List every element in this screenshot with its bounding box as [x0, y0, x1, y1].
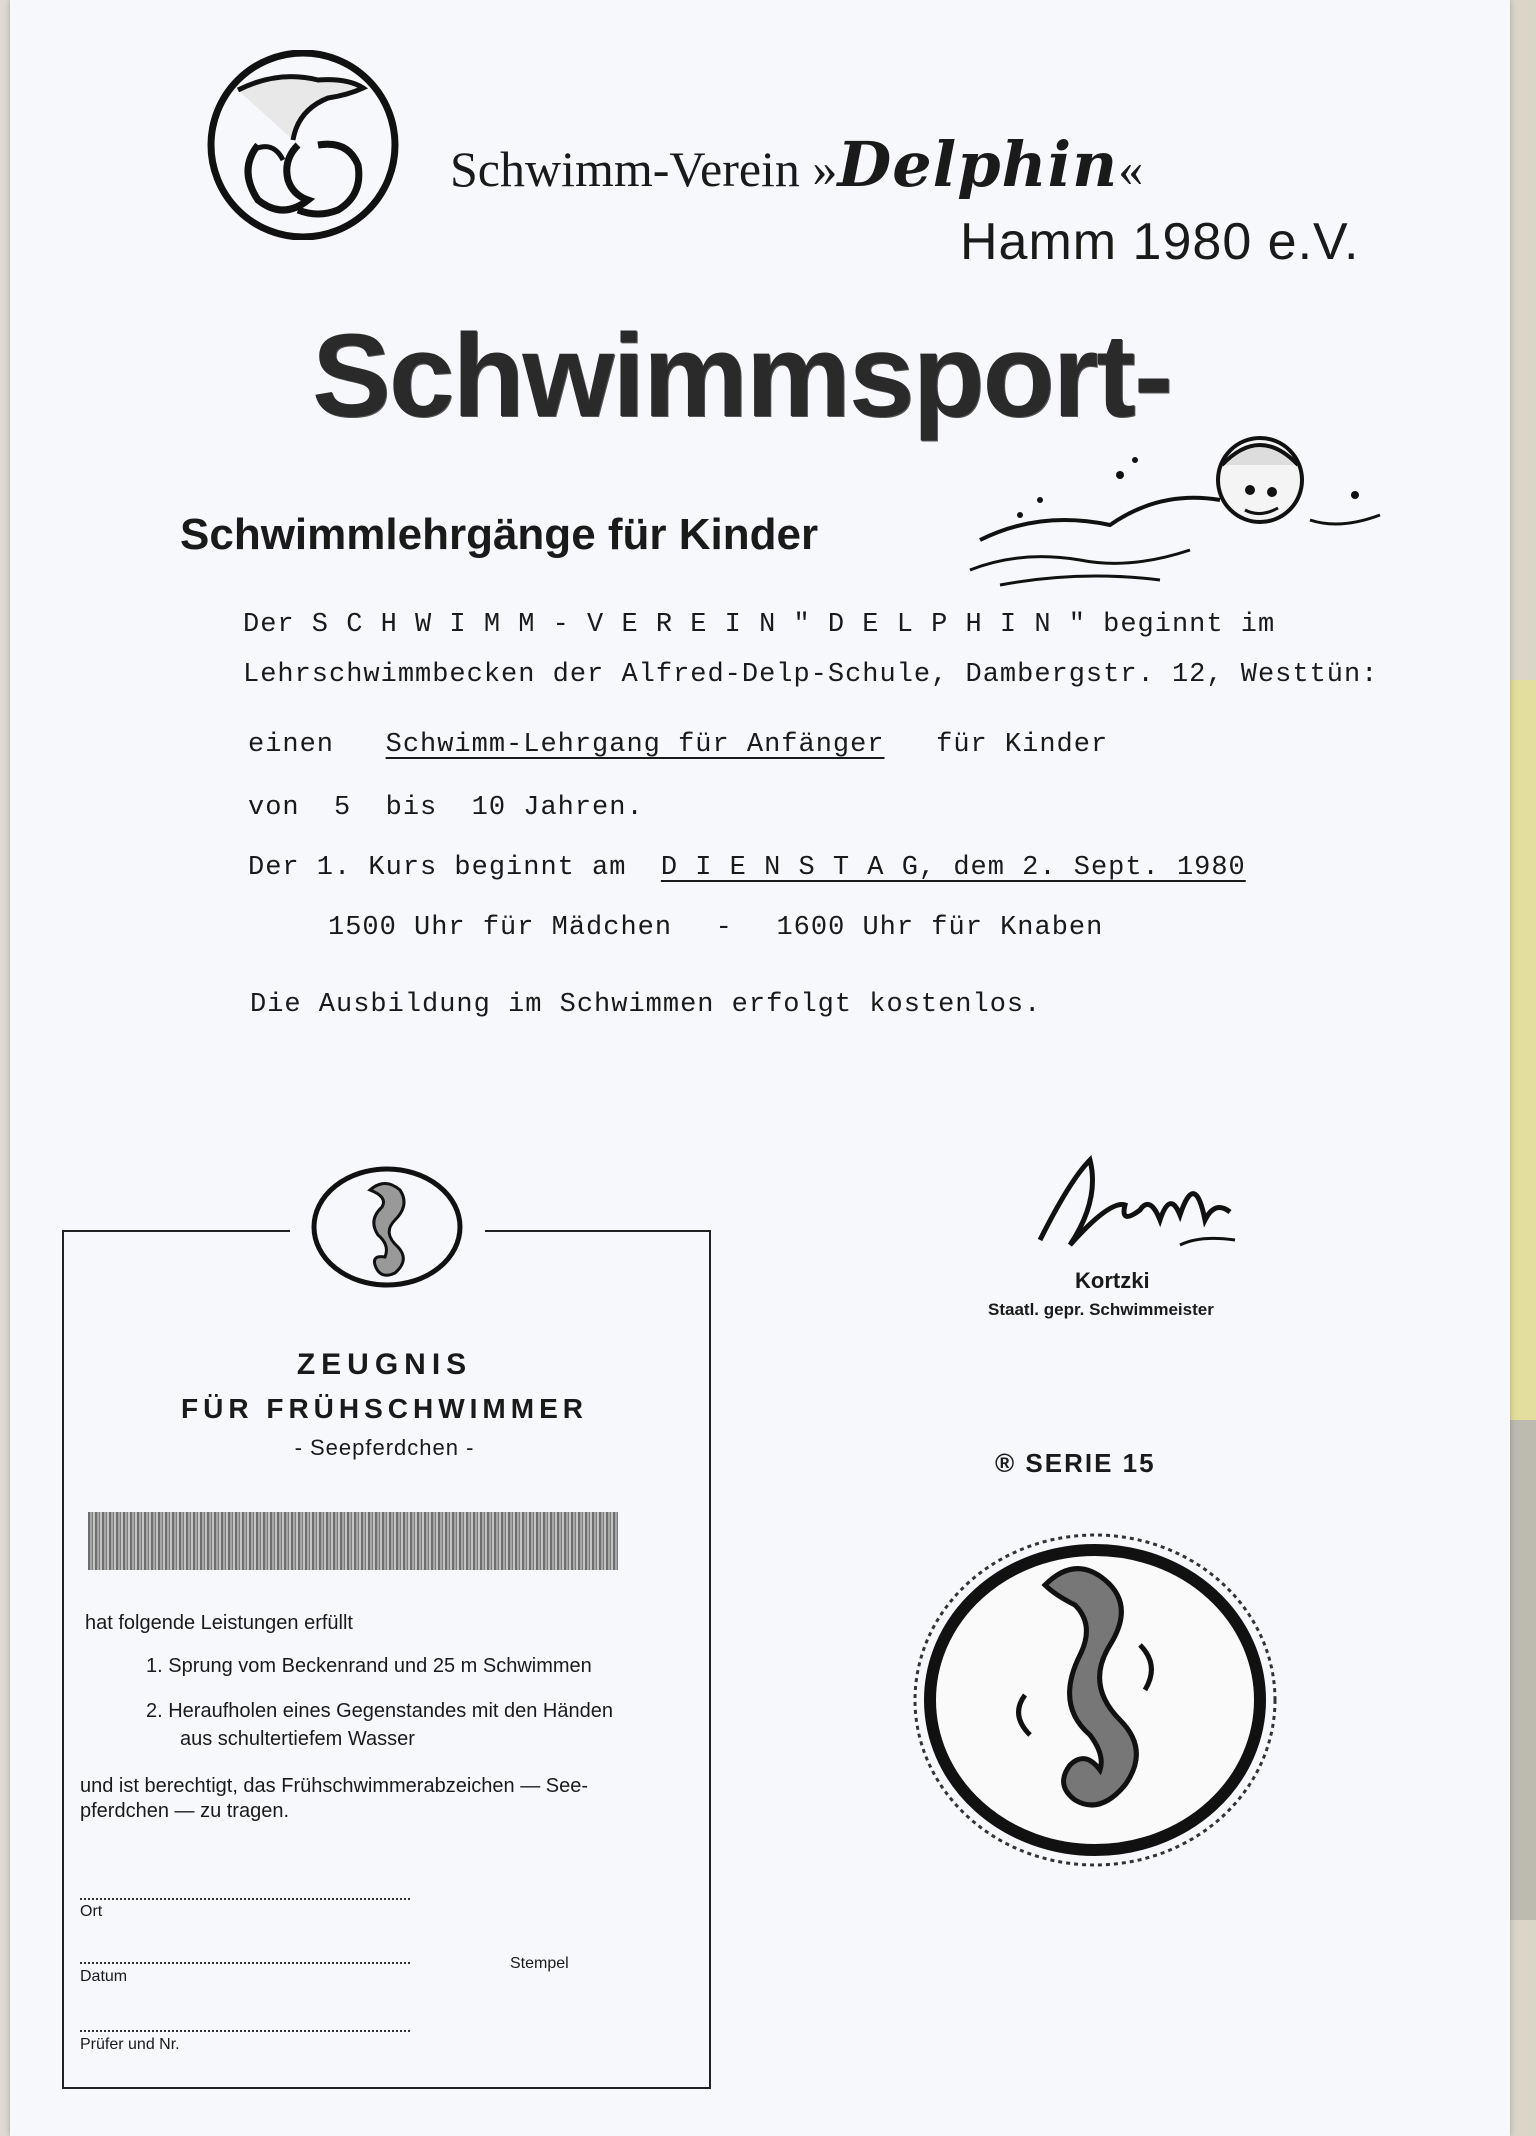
signature-icon — [1030, 1140, 1240, 1260]
datum-line — [80, 1962, 410, 1964]
body-line-4: von 5 bis 10 Jahren. — [248, 793, 644, 823]
certificate-item-1: 1. Sprung vom Beckenrand und 25 m Schwimmen — [146, 1655, 592, 1677]
club-suffix: « — [1118, 141, 1144, 197]
body-line-7: Die Ausbildung im Schwimmen erfolgt kostenlos. — [250, 990, 1042, 1020]
redacted-name-field — [88, 1512, 618, 1570]
certificate-closing-1: und ist berechtigt, das Frühschwimmerabzeichen — See- — [80, 1775, 589, 1797]
club-name: Delphin — [837, 128, 1119, 201]
certificate-title-2: FÜR FRÜHSCHWIMMER — [181, 1393, 588, 1424]
swimmer-cartoon-icon — [960, 420, 1400, 600]
dolphin-logo-icon — [198, 50, 408, 240]
label-stempel: Stempel — [510, 1955, 569, 1972]
club-city-year: Hamm 1980 e.V. — [960, 213, 1360, 271]
seahorse-badge-icon — [905, 1525, 1285, 1875]
club-prefix: Schwimm-Verein » — [450, 141, 838, 197]
body-line-5-a: Der 1. Kurs beginnt am — [248, 853, 627, 883]
label-pruefer: Prüfer und Nr. — [80, 2036, 180, 2053]
course-name: Schwimm-Lehrgang für Anfänger — [385, 730, 885, 760]
pruefer-line — [80, 2030, 410, 2032]
label-ort: Ort — [80, 1903, 103, 1920]
body-line-1: Der S C H W I M M - V E R E I N " D E L P H I N " beginnt im — [243, 610, 1276, 640]
certificate-item-2-cont: aus schultertiefem Wasser — [180, 1728, 415, 1750]
certificate-intro: hat folgende Leistungen erfüllt — [85, 1612, 353, 1634]
subtitle: Schwimmlehrgänge für Kinder — [180, 510, 819, 559]
body-line-3 — [248, 730, 1108, 760]
certificate-title: ZEUGNIS — [296, 1348, 473, 1381]
label-datum: Datum — [80, 1968, 128, 1985]
certificate-item-2: 2. Heraufholen eines Gegenstandes mit den Händen — [146, 1700, 613, 1722]
seahorse-emblem-icon — [310, 1165, 465, 1290]
body-line-2: Lehrschwimmbecken der Alfred-Delp-Schule, Dambergstr. 12, Westtün: — [243, 660, 1379, 690]
signer-role: Staatl. gepr. Schwimmeister — [988, 1300, 1214, 1319]
certificate-subtitle: - Seepferdchen - — [294, 1435, 475, 1460]
time-boys: 1600 Uhr für Knaben — [776, 913, 1104, 943]
signer-name: Kortzki — [1075, 1268, 1150, 1293]
body-line-3-a: einen — [248, 730, 335, 760]
serie-label: ® SERIE 15 — [995, 1448, 1156, 1478]
time-girls: 1500 Uhr für Mädchen — [328, 913, 673, 943]
club-name-line — [450, 128, 1143, 201]
body-line-3-c: für Kinder — [936, 730, 1109, 760]
body-line-6 — [328, 913, 1103, 943]
time-separator: - — [715, 913, 733, 943]
page-title: Schwimmsport- — [312, 310, 1172, 442]
ort-line — [80, 1898, 410, 1900]
course-start-date: D I E N S T A G, dem 2. Sept. 1980 — [660, 853, 1246, 883]
certificate-closing-2: pferdchen — zu tragen. — [80, 1800, 290, 1822]
body-line-5 — [248, 853, 1246, 883]
